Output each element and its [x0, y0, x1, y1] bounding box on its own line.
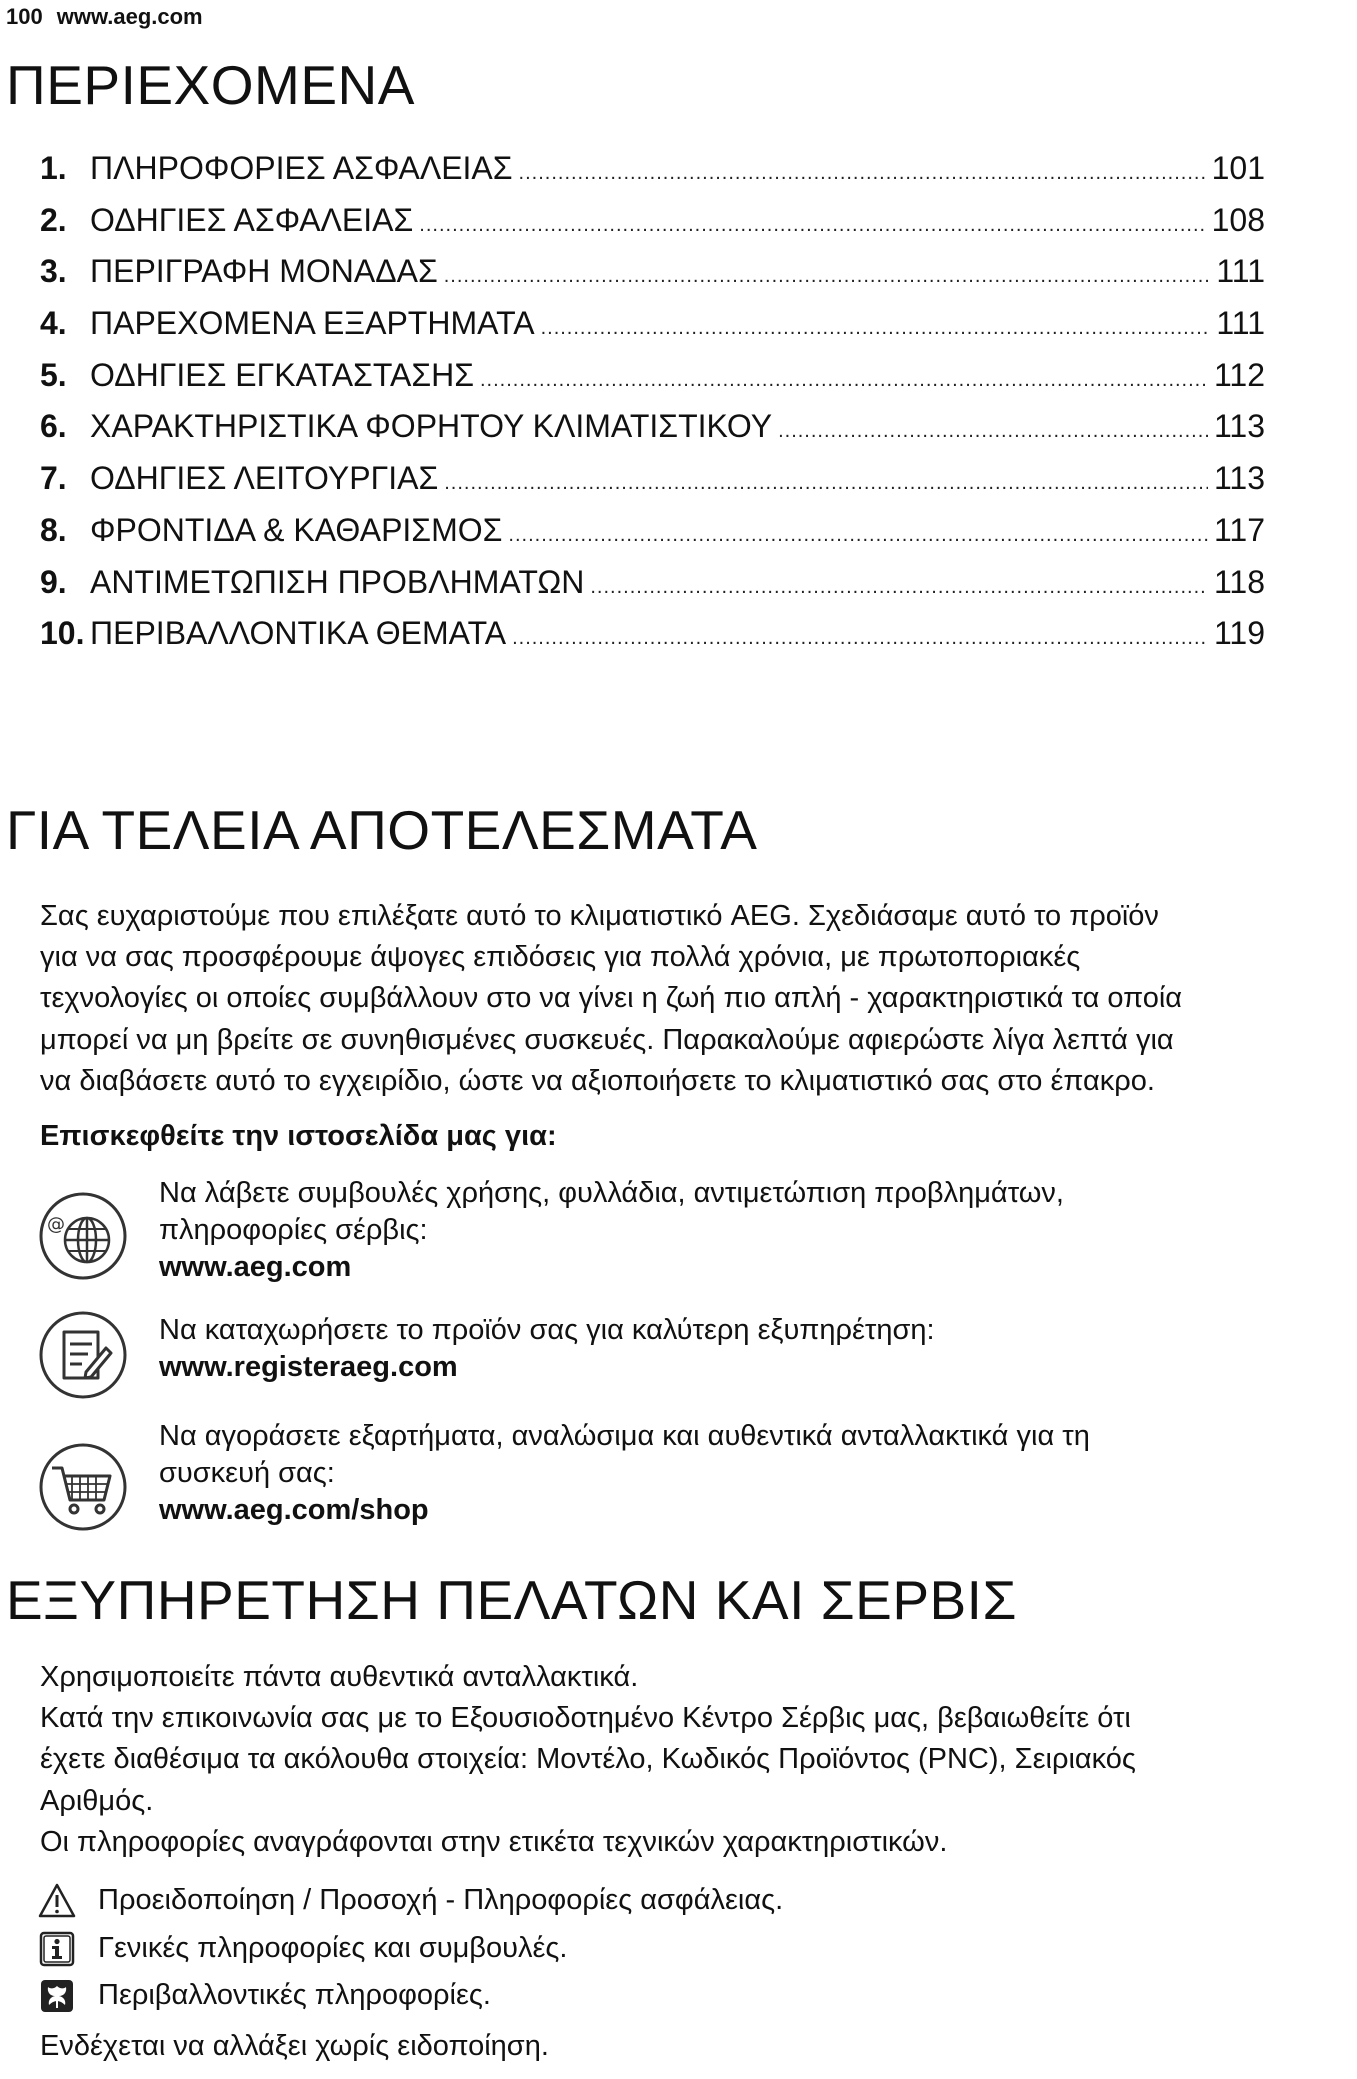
toc-label: ΠΛΗΡΟΦΟΡΙΕΣ ΑΣΦΑΛΕΙΑΣ — [90, 150, 513, 186]
warning-icon — [38, 1882, 76, 1920]
service-line: Οι πληροφορίες αναγράφονται στην ετικέτα τεχνικών χαρακτηριστικών. — [40, 1825, 948, 1858]
shopping-cart-icon — [36, 1440, 130, 1534]
toc-page: 112 — [1213, 356, 1265, 393]
toc-entry[interactable] — [40, 150, 1265, 202]
legend-text: Περιβαλλοντικές πληροφορίες. — [98, 1979, 491, 2011]
toc-leader — [508, 524, 1208, 547]
toc-number: 5. — [40, 356, 67, 393]
toc-leader — [519, 162, 1206, 185]
toc-number: 3. — [40, 253, 67, 290]
toc-entry[interactable] — [40, 357, 1265, 409]
page-header — [6, 4, 217, 30]
toc-label: ΧΑΡΑΚΤΗΡΙΣΤΙΚΑ ΦΟΡΗΤΟΥ ΚΛΙΜΑΤΙΣΤΙΚΟΥ — [90, 408, 773, 445]
toc-label: ΦΡΟΝΤΙΔΑ & ΚΑΘΑΡΙΣΜΟΣ — [90, 511, 503, 548]
toc-number: 1. — [40, 150, 67, 186]
svg-text:@: @ — [47, 1214, 65, 1235]
visit-text — [159, 1312, 1319, 1386]
register-link[interactable]: www.registeraeg.com — [159, 1351, 458, 1383]
toc-entry[interactable] — [40, 564, 1265, 616]
toc-page: 111 — [1216, 305, 1265, 342]
toc-number: 4. — [40, 305, 67, 342]
toc-entry[interactable] — [40, 408, 1265, 460]
visit-item-shop — [36, 1418, 1336, 1528]
toc-number: 7. — [40, 460, 67, 497]
toc-label: ΠΕΡΙΓΡΑΦΗ ΜΟΝΑΔΑΣ — [90, 253, 438, 290]
header-website[interactable]: www.aeg.com — [56, 4, 203, 29]
service-paragraph — [40, 1657, 1340, 1863]
toc-leader — [444, 472, 1208, 495]
toc-number: 9. — [40, 563, 67, 600]
toc-page: 117 — [1213, 511, 1265, 548]
visit-line: πληροφορίες σέρβις: — [159, 1214, 428, 1246]
visit-line: Να καταχωρήσετε το προϊόν σας για καλύτερη εξυπηρέτηση: — [159, 1314, 935, 1346]
visit-line: Να αγοράσετε εξαρτήματα, αναλώσιμα και αυθεντικά ανταλλακτικά για τη — [159, 1420, 1090, 1452]
intro-line: Σας ευχαριστούμε που επιλέξατε αυτό το κλιματιστικό AEG. Σχεδιάσαμε αυτό το προϊόν — [40, 900, 1159, 932]
toc-leader — [512, 627, 1208, 650]
toc-page: 111 — [1216, 253, 1265, 290]
toc-leader — [778, 420, 1208, 443]
toc-number: 2. — [40, 201, 67, 238]
toc-label: ΠΕΡΙΒΑΛΛΟΝΤΙΚΑ ΘΕΜΑΤΑ — [90, 615, 507, 652]
support-link[interactable]: www.aeg.com — [159, 1251, 352, 1283]
visit-heading: Επισκεφθείτε την ιστοσελίδα μας για: — [40, 1120, 557, 1152]
toc-leader — [541, 317, 1211, 340]
toc-label: ΟΔΗΓΙΕΣ ΛΕΙΤΟΥΡΓΙΑΣ — [90, 460, 439, 497]
toc-page: 113 — [1213, 460, 1265, 497]
toc-page: 118 — [1213, 563, 1265, 600]
toc-number: 6. — [40, 408, 67, 445]
visit-item-register — [36, 1312, 1336, 1422]
toc-page: 108 — [1211, 201, 1265, 238]
table-of-contents — [40, 150, 1265, 667]
intro-line: τεχνολογίες οι οποίες συμβάλλουν στο να γίνει η ζωή πιο απλή - χαρακτηριστικά τα οποία — [40, 982, 1183, 1015]
service-line: Κατά την επικοινωνία σας με το Εξουσιοδοτημένο Κέντρο Σέρβις μας, βεβαιωθείτε ότι — [40, 1702, 1131, 1735]
service-line: έχετε διαθέσιμα τα ακόλουθα στοιχεία: Μοντέλο, Κωδικός Προϊόντος (PNC), Σειριακός — [40, 1743, 1136, 1776]
legend-environment — [38, 1977, 1338, 2021]
visit-line: Να λάβετε συμβουλές χρήσης, φυλλάδια, αντιμετώπιση προβλημάτων, — [159, 1177, 1064, 1209]
toc-entry[interactable] — [40, 460, 1265, 512]
intro-line: να διαβάσετε αυτό το εγχειρίδιο, ώστε να αξιοποιήσετε το κλιματιστικό σας στο έπακρο. — [40, 1064, 1155, 1097]
toc-leader — [590, 576, 1208, 599]
toc-entry[interactable] — [40, 512, 1265, 564]
toc-entry[interactable] — [40, 305, 1265, 357]
toc-leader — [419, 214, 1205, 237]
visit-line: συσκευή σας: — [159, 1457, 335, 1489]
visit-item-support — [36, 1175, 1336, 1285]
contents-title: ΠΕΡΙΕΧΟΜΕΝΑ — [6, 54, 415, 116]
toc-number: 10. — [40, 615, 85, 652]
toc-entry[interactable] — [40, 253, 1265, 305]
intro-paragraph — [40, 896, 1340, 1102]
toc-entry[interactable] — [40, 615, 1265, 667]
toc-leader — [444, 265, 1211, 288]
toc-label: ΟΔΗΓΙΕΣ ΑΣΦΑΛΕΙΑΣ — [90, 201, 414, 238]
service-line: Χρησιμοποιείτε πάντα αυθεντικά ανταλλακτικά. — [40, 1661, 639, 1693]
toc-entry[interactable] — [40, 202, 1265, 254]
results-title: ΓΙΑ ΤΕΛΕΙΑ ΑΠΟΤΕΛΕΣΜΑΤΑ — [6, 799, 758, 861]
toc-number: 8. — [40, 511, 67, 548]
legend-text: Προειδοποίηση / Προσοχή - Πληροφορίες ασφάλειας. — [98, 1884, 784, 1916]
environment-icon — [38, 1977, 76, 2015]
service-title: ΕΞΥΠΗΡΕΤΗΣΗ ΠΕΛΑΤΩΝ ΚΑΙ ΣΕΡΒΙΣ — [6, 1569, 1017, 1631]
globe-icon — [36, 1189, 130, 1283]
visit-text — [159, 1418, 1319, 1529]
page-number: 100 — [6, 4, 43, 29]
toc-label: ΟΔΗΓΙΕΣ ΕΓΚΑΤΑΣΤΑΣΗΣ — [90, 356, 474, 393]
toc-label: ΠΑΡΕΧΟΜΕΝΑ ΕΞΑΡΤΗΜΑΤΑ — [90, 305, 535, 342]
toc-page: 113 — [1213, 408, 1265, 445]
legend-info — [38, 1930, 1338, 1974]
toc-page: 101 — [1211, 150, 1265, 186]
service-line: Αριθμός. — [40, 1784, 154, 1817]
visit-text — [159, 1175, 1319, 1286]
intro-line: μπορεί να μη βρείτε σε συνηθισμένες συσκευές. Παρακαλούμε αφιερώστε λίγα λεπτά για — [40, 1023, 1174, 1056]
info-icon — [38, 1930, 76, 1968]
toc-label: ΑΝΤΙΜΕΤΩΠΙΣΗ ΠΡΟΒΛΗΜΑΤΩΝ — [90, 563, 585, 600]
footer-note: Ενδέχεται να αλλάξει χωρίς ειδοποίηση. — [40, 2030, 549, 2062]
intro-line: για να σας προσφέρουμε άψογες επιδόσεις για πολλά χρόνια, με πρωτοποριακές — [40, 941, 1081, 974]
legend-text: Γενικές πληροφορίες και συμβουλές. — [98, 1932, 568, 1964]
register-icon — [36, 1308, 130, 1402]
shop-link[interactable]: www.aeg.com/shop — [159, 1494, 429, 1526]
toc-page: 119 — [1213, 615, 1265, 652]
toc-leader — [480, 369, 1208, 392]
legend-warning — [38, 1882, 1338, 1926]
